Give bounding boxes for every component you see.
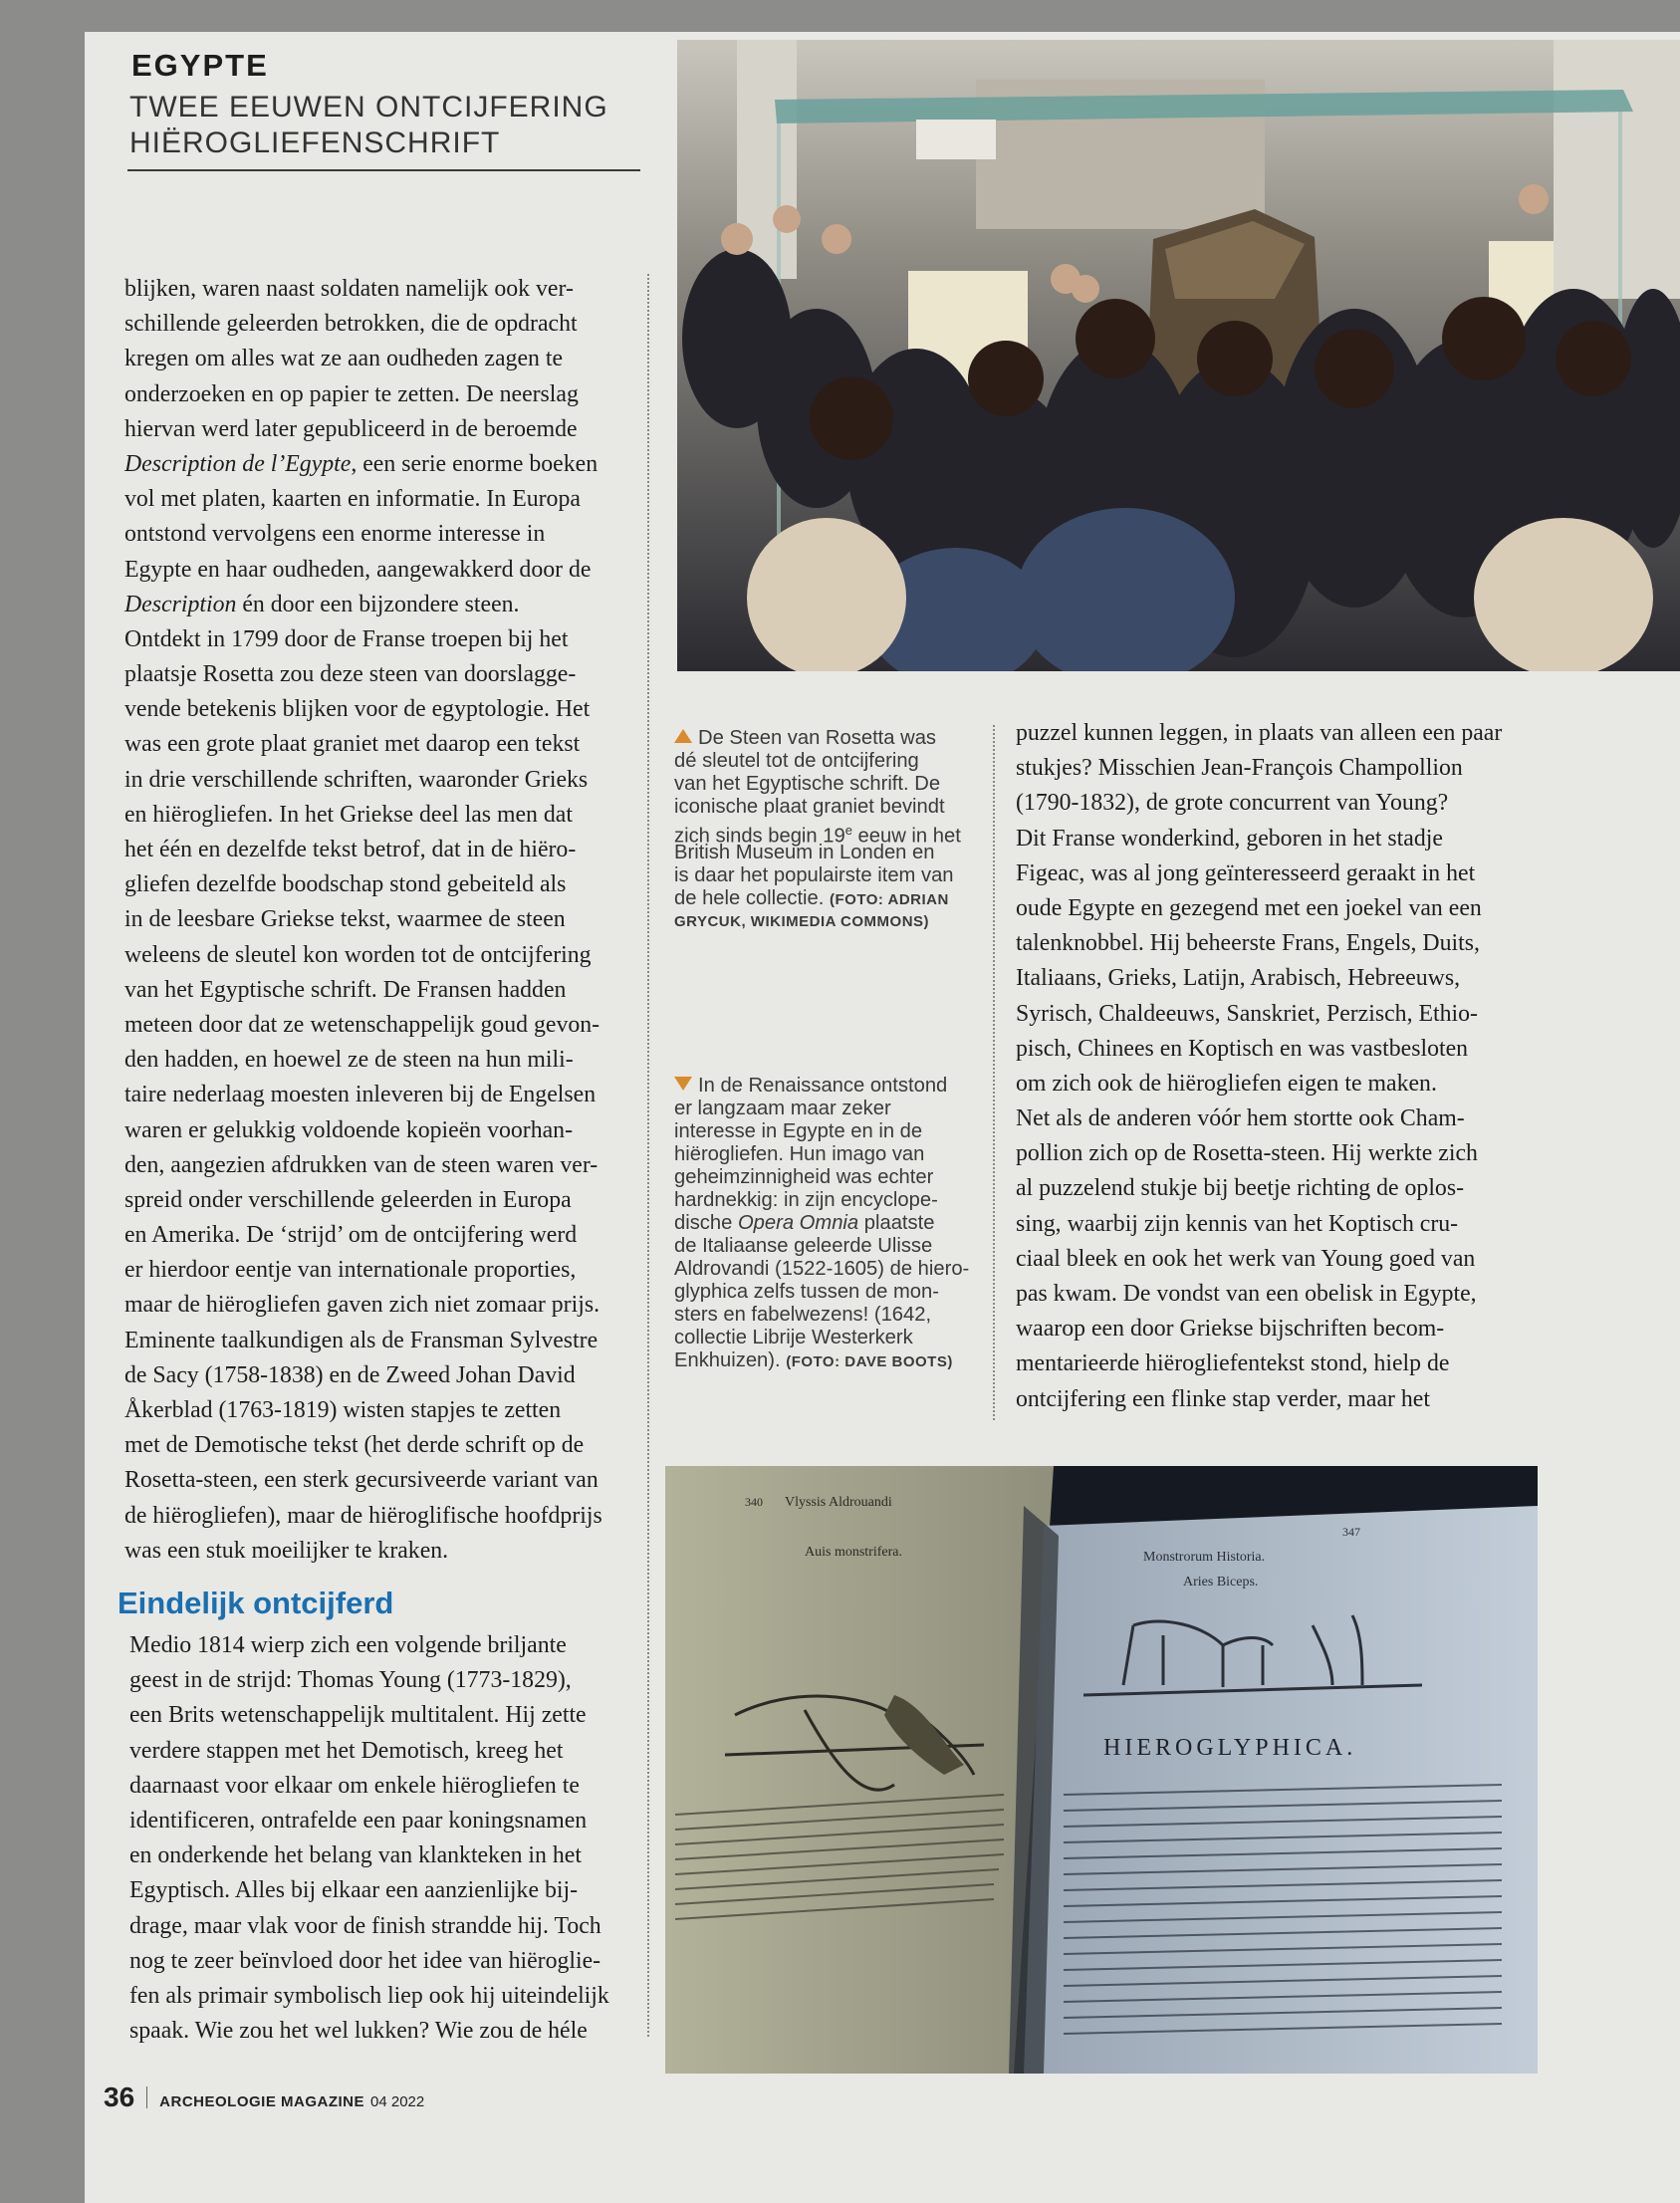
magazine-name: ARCHEOLOGIE MAGAZINE <box>159 2093 364 2110</box>
text-line: en onderkende het belang van klankteken in het <box>129 1842 582 1869</box>
text-line: oude Egypte en gezegend met een joekel van een <box>1016 894 1482 921</box>
caption-line: geheimzinnigheid was echter <box>674 1166 934 1188</box>
text-line: talenknobbel. Hij beheerste Frans, Engels, Duits, <box>1016 930 1480 957</box>
title-rule <box>127 169 640 171</box>
text-line: drage, maar vlak voor de finish strandde hij. Toch <box>129 1912 601 1939</box>
caption-line: glyphica zelfs tussen de mon- <box>674 1281 939 1303</box>
text-line: Egyptisch. Alles bij elkaar een aanzienlijke bij- <box>129 1877 579 1904</box>
text-line: hiervan werd later gepubliceerd in de beroemde <box>124 415 578 442</box>
text-line: vol met platen, kaarten en informatie. In Europa <box>124 486 581 513</box>
text-span: , een serie enorme boeken <box>351 450 599 477</box>
text-span: zich sinds begin 19 <box>674 825 845 848</box>
text-line: met de Demotische tekst (het derde schrift op de <box>124 1432 585 1459</box>
text-span: eeuw in het <box>851 825 961 848</box>
caption-line <box>674 1075 993 1098</box>
text-line: stukjes? Misschien Jean-François Champollion <box>1016 755 1463 782</box>
aldrovandi-book-photo <box>665 1466 1538 2074</box>
text-line: taire nederlaag moesten inleveren bij de Engelsen <box>124 1082 597 1108</box>
text-line: meteen door dat ze wetenschappelijk goud gevon- <box>124 1011 600 1038</box>
title-line-2: HIËROGLIEFENSCHRIFT <box>129 126 501 159</box>
caption-line: van het Egyptische schrift. De <box>674 773 941 795</box>
text-line: weleens de sleutel kon worden tot de ontcijfering <box>124 941 592 968</box>
book-left-subtitle: Auis monstrifera. <box>805 1545 902 1560</box>
text-line <box>124 588 642 622</box>
text-line: verdere stappen met het Demotisch, kreeg het <box>129 1737 564 1764</box>
text-span: De Steen van Rosetta was <box>698 727 937 749</box>
text-line: schillende geleerden betrokken, die de opdracht <box>124 311 578 338</box>
text-line: het één en dezelfde tekst betrof, dat in de hiëro- <box>124 837 577 862</box>
book-left-header: Vlyssis Aldrouandi <box>785 1495 892 1510</box>
text-line: geest in de strijd: Thomas Young (1773-1829), <box>129 1667 572 1694</box>
caption-line: er langzaam maar zeker <box>674 1098 891 1119</box>
article-title <box>129 90 647 161</box>
text-line: Syrisch, Chaldeeuws, Sanskriet, Perzisch, Ethio- <box>1016 1000 1478 1027</box>
text-line: Ontdekt in 1799 door de Franse troepen bij het <box>124 625 569 652</box>
book-right-page-number: 347 <box>1342 1525 1360 1539</box>
section-subhead: Eindelijk ontcijferd <box>118 1586 394 1620</box>
rosetta-stone-photo <box>677 40 1680 671</box>
text-line: den hadden, en hoewel ze de steen na hun mili- <box>124 1047 574 1074</box>
text-line: een Brits wetenschappelijk multitalent. Hij zette <box>129 1702 587 1729</box>
photo-credit: GRYCUK, WIKIMEDIA COMMONS) <box>674 913 930 930</box>
text-line: pisch, Chinees en Koptisch en was vastbesloten <box>1016 1035 1469 1062</box>
text-line: kregen om alles wat ze aan oudheden zagen te <box>124 346 564 372</box>
text-line: waarop een door Griekse bijschriften becom- <box>1016 1316 1445 1343</box>
triangle-down-icon <box>674 1077 692 1091</box>
caption-line <box>674 1349 993 1372</box>
book-hieroglyphica-heading: HIEROGLYPHICA. <box>1103 1735 1357 1761</box>
text-line: Rosetta-steen, een sterk gecursiveerde variant van <box>124 1467 599 1494</box>
text-line: en Amerika. De ‘strijd’ om de ontcijfering werd <box>124 1222 578 1249</box>
text-line: spreid onder verschillende geleerden in Europa <box>124 1186 572 1213</box>
text-line: gliefen dezelfde boodschap stond gebeiteld als <box>124 871 567 898</box>
caption-line: hiërogliefen. Hun imago van <box>674 1143 925 1165</box>
caption-line <box>674 727 993 750</box>
text-line: de hiërogliefen), maar de hiëroglifische hoofdprijs <box>124 1502 602 1529</box>
body-column-3 <box>1016 716 1554 1417</box>
text-line: waren er gelukkig voldoende kopieën voorhan- <box>124 1116 574 1143</box>
text-line: was een grote plaat graniet met daarop een tekst <box>124 731 581 758</box>
caption-line: is daar het populairste item van <box>674 864 954 886</box>
book-title: Opera Omnia <box>737 1212 859 1234</box>
photo-credit: (FOTO: DAVE BOOTS) <box>786 1353 953 1370</box>
text-line: in drie verschillende schriften, waaronder Grieks <box>124 766 589 793</box>
text-line: er hierdoor eentje van internationale proporties, <box>124 1257 577 1284</box>
caption-line: collectie Librije Westerkerk <box>674 1327 913 1348</box>
text-line: pas kwam. De vondst van een obelisk in Egypte, <box>1016 1281 1477 1307</box>
caption-line: sters en fabelwezens! (1642, <box>674 1304 932 1326</box>
section-kicker: EGYPTE <box>131 48 269 83</box>
page-number: 36 <box>104 2081 135 2112</box>
text-line: ontstond vervolgens een enorme interesse in <box>124 521 546 548</box>
text-line: spaak. Wie zou het wel lukken? Wie zou de héle <box>129 2018 588 2045</box>
text-line <box>124 447 642 482</box>
title-line-1: TWEE EEUWEN ONTCIJFERING <box>129 91 608 123</box>
caption-line: interesse in Egypte en in de <box>674 1120 923 1142</box>
footer-divider <box>146 2086 147 2108</box>
body-column-2 <box>129 1628 647 2049</box>
caption-line <box>674 1212 993 1235</box>
body-column-1 <box>124 272 642 1569</box>
text-line: maar de hiërogliefen gaven zich niet zomaar prijs. <box>124 1292 600 1319</box>
book-left-page-number: 340 <box>745 1495 763 1509</box>
text-span: In de Renaissance ontstond <box>698 1075 948 1097</box>
text-line: nog te zeer beïnvloed door het idee van hiëroglie- <box>129 1947 601 1974</box>
caption-line <box>674 887 993 910</box>
text-line: sing, waarbij zijn kennis van het Koptisch cru- <box>1016 1210 1459 1237</box>
text-line: den, aangezien afdrukken van de steen waren ver- <box>124 1151 599 1178</box>
caption-line: Aldrovandi (1522-1605) de hiero- <box>674 1258 970 1280</box>
caption-line: iconische plaat graniet bevindt <box>674 796 945 818</box>
book-title: Description de l’Egypte <box>124 450 352 477</box>
text-line: mentarieerde hiërogliefentekst stond, hielp de <box>1016 1350 1450 1377</box>
book-right-header: Monstrorum Historia. <box>1143 1550 1266 1565</box>
text-span: dische <box>674 1212 738 1234</box>
text-line: blijken, waren naast soldaten namelijk ook ver- <box>124 276 574 302</box>
page-footer <box>104 2081 424 2113</box>
text-line: Medio 1814 wierp zich een volgende briljante <box>129 1632 567 1658</box>
text-line: pollion zich op de Rosetta-steen. Hij werkte zich <box>1016 1140 1478 1167</box>
text-span: plaatste <box>858 1212 935 1234</box>
text-line: Figeac, was al jong geïnteresseerd geraakt in het <box>1016 859 1476 886</box>
text-line: Egypte en haar oudheden, aangewakkerd door de <box>124 556 592 583</box>
text-span: én door een bijzondere steen. <box>236 591 520 617</box>
caption-line: de Italiaanse geleerde Ulisse <box>674 1235 933 1257</box>
caption-line: hardnekkig: in zijn encyclope- <box>674 1189 938 1211</box>
book-right-subtitle: Aries Biceps. <box>1183 1575 1259 1590</box>
text-line: vende betekenis blijken voor de egyptologie. Het <box>124 696 591 723</box>
text-span: de hele collectie. <box>674 887 830 909</box>
triangle-up-icon <box>674 729 692 743</box>
text-line: onderzoeken en op papier te zetten. De neerslag <box>124 380 579 407</box>
text-line: van het Egyptische schrift. De Fransen hadden <box>124 976 567 1003</box>
text-line: fen als primair symbolisch liep ook hij uiteindelijk <box>129 1982 609 2009</box>
text-line: ontcijfering een flinke stap verder, maar het <box>1016 1385 1430 1412</box>
text-line: in de leesbare Griekse tekst, waarmee de steen <box>124 906 566 933</box>
caption-rosetta <box>674 727 993 933</box>
text-line: Åkerblad (1763-1819) wisten stapjes te zetten <box>124 1397 562 1423</box>
column-divider <box>993 725 995 1420</box>
caption-aldrovandi <box>674 1075 993 1372</box>
issue-label: 04 2022 <box>370 2093 425 2110</box>
text-line: om zich ook de hiërogliefen eigen te maken. <box>1016 1070 1437 1097</box>
text-line: ciaal bleek en ook het werk van Young goed van <box>1016 1245 1476 1272</box>
text-line: plaatsje Rosetta zou deze steen van doorslagge- <box>124 661 577 688</box>
text-line: en hiërogliefen. In het Griekse deel las men dat <box>124 801 573 828</box>
caption-line <box>674 819 993 848</box>
text-line: al puzzelend stukje bij beetje richting de oplos- <box>1016 1175 1465 1202</box>
photo-credit: (FOTO: ADRIAN <box>830 891 949 908</box>
text-span: Enkhuizen). <box>674 1349 787 1371</box>
book-title: Description <box>124 591 237 617</box>
text-line: daarnaast voor elkaar om enkele hiërogliefen te <box>129 1772 580 1799</box>
text-line: was een stuk moeilijker te kraken. <box>124 1537 449 1564</box>
text-line: Dit Franse wonderkind, geboren in het stadje <box>1016 825 1443 852</box>
text-line: puzzel kunnen leggen, in plaats van alleen een paar <box>1016 720 1503 746</box>
text-line: Eminente taalkundigen als de Fransman Sylvestre <box>124 1327 599 1353</box>
text-line: identificeren, ontrafelde een paar koningsnamen <box>129 1807 588 1834</box>
column-divider <box>647 274 649 2037</box>
text-line: (1790-1832), de grote concurrent van Young? <box>1016 790 1449 817</box>
caption-line: British Museum in Londen en <box>674 842 935 863</box>
caption-line: dé sleutel tot de ontcijfering <box>674 750 919 772</box>
text-line: de Sacy (1758-1838) en de Zweed Johan David <box>124 1361 576 1388</box>
text-line: Italiaans, Grieks, Latijn, Arabisch, Hebreeuws, <box>1016 965 1461 992</box>
superscript: e <box>844 823 852 838</box>
text-line: Net als de anderen vóór hem stortte ook Cham- <box>1016 1105 1465 1132</box>
